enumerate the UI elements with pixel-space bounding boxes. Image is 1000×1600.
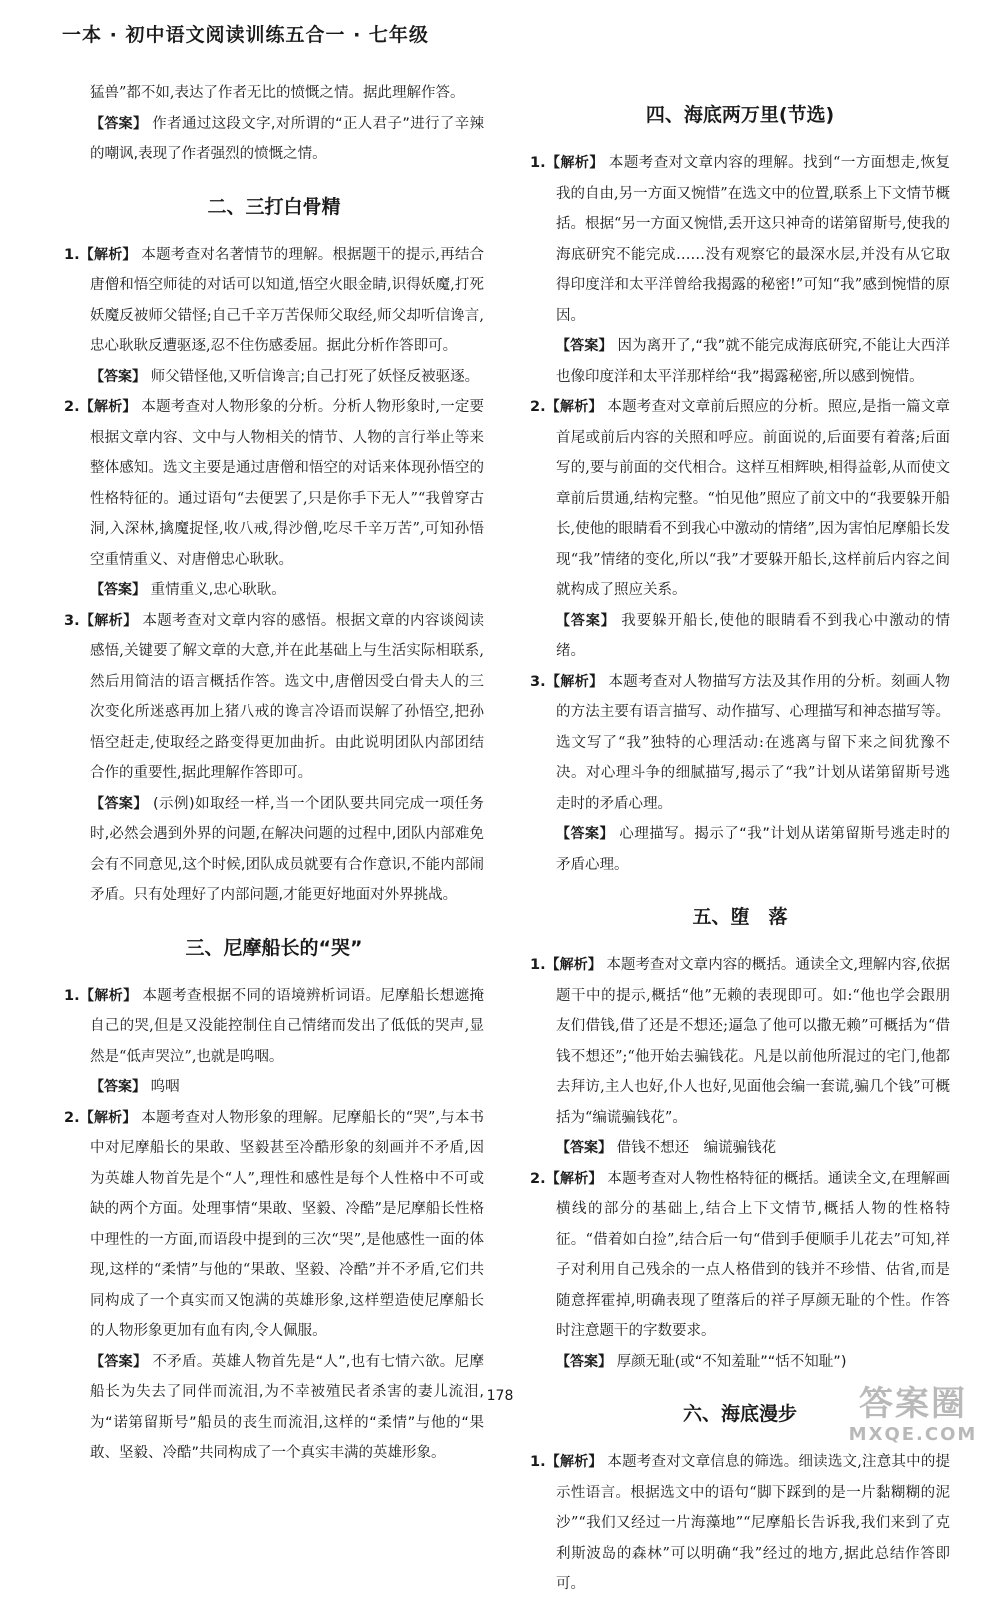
question-analysis xyxy=(64,606,484,789)
section-title: 六、海底漫步 xyxy=(682,1403,797,1425)
answer-text: 因为离开了,“我”就不能完成海底研究,不能让大西洋也像印度洋和太平洋那样给“我”揭露秘密,所以感到惋惜。 xyxy=(556,338,951,385)
question-number: 3. xyxy=(64,612,80,629)
answer-label: 【答案】 xyxy=(90,795,148,812)
answer-text: 厚颜无耻(或“不知羞耻”“恬不知耻”) xyxy=(616,1353,847,1370)
answer-label: 【答案】 xyxy=(90,1079,146,1095)
analysis-text: 本题考查对文章内容的感悟。根据文章的内容谈阅读感悟,关键要了解文章的大意,并在此基础上与生活实际相联系,然后用简洁的语言概括作答。选文中,唐僧因受白骨夫人的三次变化所迷惑再加上猪八戒的谗言冷语而误解了孙悟空,把孙悟空赶走,使取经之路变得更加曲折。由此说明团队内部团结合作的重要性,据此理解作答即可。 xyxy=(90,612,485,781)
section-title: 二、三打白骨精 xyxy=(207,195,341,218)
question-analysis xyxy=(530,1164,950,1347)
answer-text: 呜咽 xyxy=(150,1079,180,1095)
question-analysis xyxy=(530,1447,950,1600)
question-number: 3. xyxy=(530,673,546,690)
answer-label: 【答案】 xyxy=(556,1353,612,1370)
answer-label: 【答案】 xyxy=(556,338,613,354)
answer-label: 【答案】 xyxy=(90,368,146,385)
analysis-text: 本题考查对人物形象的分析。分析人物形象时,一定要根据文章内容、文中与人物相关的情节、人物的言行举止等来整体感知。选文主要是通过唐僧和悟空的对话来体现孙悟空的性格特征的。通过语句“去便罢了,只是你手下无人”“我曾穿古洞,入深林,擒魔捉怪,收八戒,得沙僧,吃尽千辛万苦”,可知孙悟空重情重义、对唐僧忠心耿耿。 xyxy=(90,399,485,568)
answer-text: 不矛盾。英雄人物首先是“人”,也有七情六欲。尼摩船长为失去了同伴而流泪,为不幸被殖民者杀害的妻儿流泪,为“诺第留斯号”船员的丧生而流泪,这样的“柔情”与他的“果敢、坚毅、冷酷”共同构成了一个真实丰满的英雄形象。 xyxy=(90,1353,484,1461)
answer-text: 我要躲开船长,使他的眼睛看不到我心中激动的情绪。 xyxy=(556,612,951,659)
answer-paragraph xyxy=(64,575,484,606)
answer-paragraph xyxy=(64,1072,484,1103)
section-title: 五、堕 落 xyxy=(692,906,788,928)
question-number: 1. xyxy=(64,246,80,263)
question-analysis xyxy=(64,1103,484,1347)
answer-paragraph xyxy=(64,789,484,911)
question-number: 1. xyxy=(530,155,546,171)
left-column xyxy=(64,78,484,1469)
analysis-text: 本题考查对文章内容的概括。通读全文,理解内容,依据题干中的提示,概括“他”无赖的表现即可。如:“他也学会跟朋友们借钱,借了还是不想还;逼急了他可以撒无赖”可概括为“借钱不想还”;“他开始去骗钱花。凡是以前他所混过的宅门,他都去拜访,主人也好,仆人也好,见面他会编一套谎,骗几个钱”可概括为“编谎骗钱花”。 xyxy=(556,957,951,1126)
question-number: 2. xyxy=(64,1109,80,1126)
analysis-text: 本题考查根据不同的语境辨析词语。尼摩船长想遮掩自己的哭,但是又没能控制住自己情绪而发出了低低的哭声,显然是“低声哭泣”,也就是呜咽。 xyxy=(90,987,485,1065)
analysis-text: 本题考查对名著情节的理解。根据题干的提示,再结合唐僧和悟空师徒的对话可以知道,悟空火眼金睛,识得妖魔,打死妖魔反被师父错怪;自己千辛万苦保师父取经,师父却听信谗言,忠心耿耿反遭驱逐,忍不住伤感委屈。据此分析作答即可。 xyxy=(90,246,485,354)
analysis-label: 【解析】 xyxy=(545,1170,603,1187)
answer-paragraph xyxy=(64,109,484,170)
watermark-bottom-text: MXQE.COM xyxy=(848,1424,978,1445)
answer-label: 【答案】 xyxy=(556,1140,612,1156)
running-header: 一本 · 初中语文阅读训练五合一 · 七年级 xyxy=(62,24,429,46)
answer-paragraph xyxy=(530,1133,950,1164)
question-analysis xyxy=(530,667,950,820)
watermark-top-text: 答案圈 xyxy=(859,1384,967,1424)
analysis-text: 本题考查对人物性格特征的概括。通读全文,在理解画横线的部分的基础上,结合上下文情节,概括人物的性格特征。“借着如白捡”,结合后一句“借到手便顺手儿花去”可知,祥子对利用自己残余的一点人格借到的钱并不珍惜、估省,而是随意挥霍掉,明确表现了堕落后的祥子厚颜无耻的个性。作答时注意题干的字数要求。 xyxy=(556,1170,951,1339)
question-analysis xyxy=(530,148,950,331)
answer-text: 师父错怪他,又听信谗言;自己打死了妖怪反被驱逐。 xyxy=(150,368,480,385)
answer-label: 【答案】 xyxy=(90,115,148,132)
analysis-label: 【解析】 xyxy=(79,1109,137,1126)
question-number: 2. xyxy=(64,399,80,415)
question-analysis xyxy=(64,981,484,1073)
analysis-label: 【解析】 xyxy=(545,673,604,690)
watermark-logo xyxy=(838,1384,988,1450)
question-analysis xyxy=(530,392,950,606)
analysis-label: 【解析】 xyxy=(79,399,137,415)
question-number: 1. xyxy=(530,957,546,973)
analysis-label: 【解析】 xyxy=(545,155,604,171)
analysis-label: 【解析】 xyxy=(545,957,602,973)
section-title: 四、海底两万里(节选) xyxy=(645,104,835,126)
analysis-label: 【解析】 xyxy=(545,399,603,415)
answer-text: 作者通过这段文字,对所谓的“正人君子”进行了辛辣的嘲讽,表现了作者强烈的愤慨之情。 xyxy=(90,115,485,162)
analysis-text: 本题考查对文章内容的理解。找到“一方面想走,恢复我的自由,另一方面又惋惜”在选文中的位置,联系上下文情节概括。根据“另一方面又惋惜,丢开这只神奇的诺第留斯号,使我的海底研究不能完成……没有观察它的最深水层,并没有从它取得印度洋和太平洋曾给我揭露的秘密!”可知“我”感到惋惜的原因。 xyxy=(556,155,951,324)
answer-label: 【答案】 xyxy=(90,582,146,598)
answer-text: 重情重义,忠心耿耿。 xyxy=(150,582,286,598)
question-analysis xyxy=(530,950,950,1133)
question-analysis xyxy=(64,392,484,575)
question-analysis xyxy=(64,240,484,362)
analysis-text: 本题考查对人物形象的理解。尼摩船长的“哭”,与本书中对尼摩船长的果敢、坚毅甚至冷酷形象的刻画并不矛盾,因为英雄人物首先是个“人”,理性和感性是每个人性格中不可或缺的两个方面。处理事情“果敢、坚毅、冷酷”是尼摩船长性格中理性的一方面,而语段中提到的三次“哭”,是他感性一面的体现,这样的“柔情”与他的“果敢、坚毅、冷酷”并不矛盾,它们共同构成了一个真实而又饱满的英雄形象,这样塑造使尼摩船长的人物形象更加有血有肉,令人佩服。 xyxy=(90,1109,484,1339)
analysis-text: 本题考查对文章前后照应的分析。照应,是指一篇文章首尾或前后内容的关照和呼应。前面说的,后面要有着落;后面写的,要与前面的交代相合。这样互相辉映,相得益彰,从而使文章前后贯通,结构完整。“怕见他”照应了前文中的“我要躲开船长,使他的眼睛看不到我心中激动的情绪”,因为害怕尼摩船长发现“我”情绪的变化,所以“我”才要躲开船长,这样前后内容之间就构成了照应关系。 xyxy=(556,399,951,598)
right-column xyxy=(530,100,950,1600)
answer-paragraph xyxy=(64,362,484,393)
answer-text: 心理描写。揭示了“我”计划从诺第留斯号逃走时的矛盾心理。 xyxy=(556,826,951,873)
answer-label: 【答案】 xyxy=(90,1353,148,1370)
answer-label: 【答案】 xyxy=(556,826,615,842)
analysis-label: 【解析】 xyxy=(79,612,138,629)
answer-label: 【答案】 xyxy=(556,612,616,629)
analysis-label: 【解析】 xyxy=(79,987,138,1004)
answer-text: 借钱不想还 编谎骗钱花 xyxy=(616,1140,777,1156)
page-number: 178 xyxy=(486,1388,514,1404)
answer-text: (示例)如取经一样,当一个团队要共同完成一项任务时,必然会遇到外界的问题,在解决问题的过程中,团队内部难免会有不同意见,这个时候,团队成员就要有合作意识,不能内部闹矛盾。只有处理好了内部问题,才能更好地面对外界挑战。 xyxy=(90,795,485,903)
answer-paragraph xyxy=(64,1347,484,1469)
question-number: 2. xyxy=(530,1170,546,1187)
analysis-label: 【解析】 xyxy=(545,1454,603,1470)
question-number: 1. xyxy=(64,987,80,1004)
question-number: 1. xyxy=(530,1454,546,1470)
answer-paragraph xyxy=(530,331,950,392)
carryover-text: 猛兽”都不如,表达了作者无比的愤慨之情。据此理解作答。 xyxy=(90,85,465,101)
analysis-label: 【解析】 xyxy=(79,246,137,263)
analysis-text: 本题考查对文章信息的筛选。细读选文,注意其中的提示性语言。根据选文中的语句“脚下踩到的是一片黏糊糊的泥沙”“我们又经过一片海藻地”“尼摩船长告诉我,我们来到了克利斯波岛的森林”可以明确“我”经过的地方,据此总结作答即可。 xyxy=(556,1454,951,1592)
analysis-text: 本题考查对人物描写方法及其作用的分析。刻画人物的方法主要有语言描写、动作描写、心理描写和神态描写等。选文写了“我”独特的心理活动:在逃离与留下来之间犹豫不决。对心理斗争的细腻描写,揭示了“我”计划从诺第留斯号逃走时的矛盾心理。 xyxy=(556,673,951,812)
answer-paragraph xyxy=(530,819,950,880)
answer-paragraph xyxy=(530,606,950,667)
section-title: 三、尼摩船长的“哭” xyxy=(185,936,363,959)
answer-paragraph xyxy=(530,1347,950,1378)
question-number: 2. xyxy=(530,399,546,415)
